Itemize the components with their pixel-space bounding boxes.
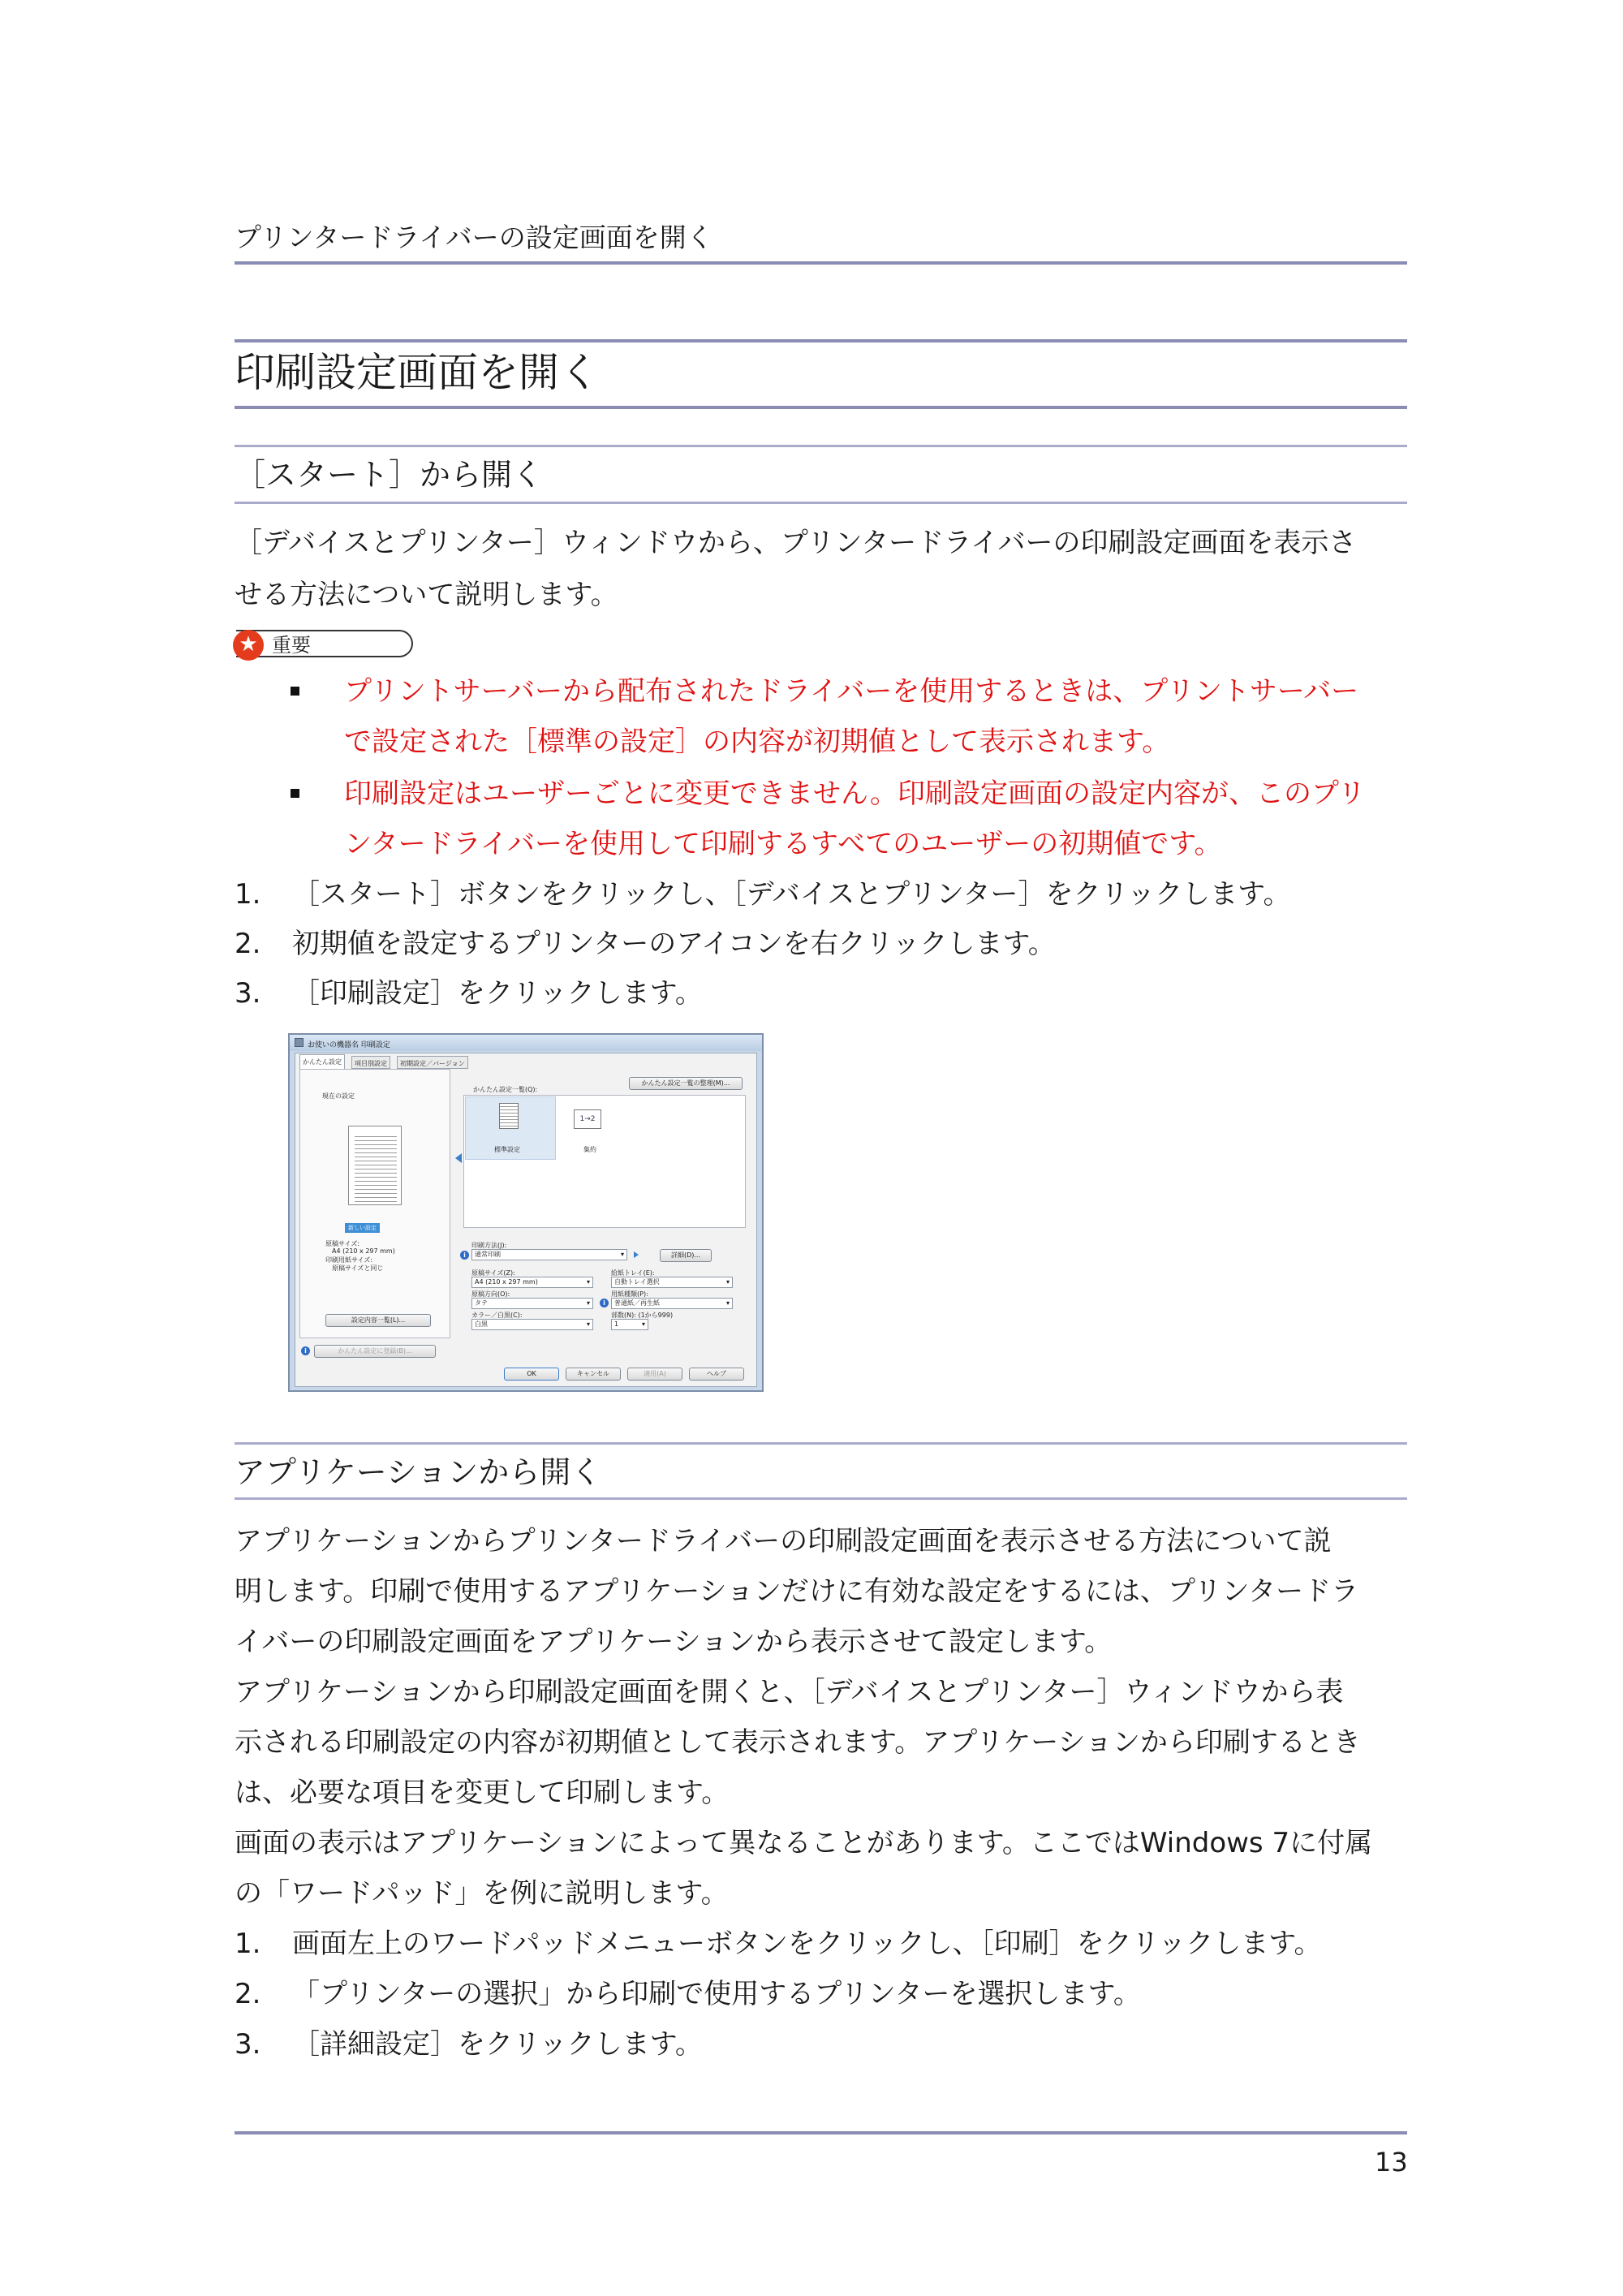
tray-label: 給紙トレイ(E): [611,1269,655,1277]
preset-nup-icon: 1→2 [574,1109,601,1129]
header-rule [235,261,1407,265]
paper-type-select[interactable]: 普通紙／再生紙 ▾ [611,1298,733,1309]
help-button[interactable]: ヘルプ [689,1368,744,1381]
paper-size-select[interactable]: A4 (210 x 297 mm) ▾ [471,1277,593,1288]
preset-list-label: かんたん設定一覧(Q): [473,1086,538,1093]
sub2-paragraph-line: イバーの印刷設定画面をアプリケーションから表示させて設定します。 [235,1626,1113,1658]
important-bullet-line: プリントサーバーから配布されたドライバーを使用するときは、プリントサーバー [344,675,1359,708]
page-preview [348,1126,402,1205]
sub2-paragraph-line: 明します。印刷で使用するアプリケーションだけに有効な設定をするには、プリンタードラ [235,1575,1359,1608]
printer-icon [295,1038,304,1047]
step-text: ［印刷設定］をクリックします。 [292,977,703,1010]
bullet-icon [291,789,299,798]
sub1-intro-line: せる方法について説明します。 [235,579,618,611]
sub2-paragraph-line: 示される印刷設定の内容が初期値として表示されます。アプリケーションから印刷するとき [235,1726,1361,1759]
step-text: 「プリンターの選択」から印刷で使用するプリンターを選択します。 [292,1978,1141,2010]
copies-input[interactable]: 1 ▾ [611,1319,648,1330]
tray-select[interactable]: 自動トレイ選択 ▾ [611,1277,733,1288]
paper-size-label: 原稿サイズ(Z): [471,1269,515,1277]
cancel-button[interactable]: キャンセル [566,1368,621,1381]
current-settings-label: 現在の設定 [322,1092,355,1100]
page-number: 13 [1375,2147,1408,2178]
copies-label: 部数(N): (1から999) [611,1312,674,1319]
bullet-icon [291,687,299,696]
print-settings-dialog-screenshot [288,1033,764,1392]
dialog-titlebar [290,1035,762,1051]
step-number: 2. [235,1978,261,2010]
step-number: 1. [235,1928,261,1960]
important-bullet-line: で設定された［標準の設定］の内容が初期値として表示されます。 [344,726,1170,758]
register-preset-button: かんたん設定に登録(B)... [314,1345,436,1358]
star-icon: ★ [233,630,264,661]
summary-line: 印刷用紙サイズ: [325,1256,373,1264]
running-header: プリンタードライバーの設定画面を開く [235,222,713,253]
step-number: 1. [235,878,261,911]
ok-button[interactable]: OK [504,1368,559,1381]
paper-type-label: 用紙種類(P): [611,1290,648,1298]
collapse-arrow-icon[interactable] [455,1153,462,1163]
tab-detailed-settings[interactable]: 項目別設定 [351,1056,390,1069]
sub2-heading: アプリケーションから開く [235,1454,602,1490]
orientation-label: 原稿方向(O): [471,1290,510,1298]
sub1-rule-bottom [235,502,1407,504]
preset-standard-label: 標準設定 [494,1146,520,1153]
step-text: ［スタート］ボタンをクリックし、［デバイスとプリンター］をクリックします。 [292,878,1291,911]
sub2-paragraph-line: 画面の表示はアプリケーションによって異なることがあります。ここではWindows 7に付属 [235,1827,1373,1859]
step-number: 3. [235,977,261,1010]
sub2-rule-bottom [235,1497,1407,1500]
section-title-rule-bottom [235,406,1407,409]
step-number: 2. [235,928,261,960]
section-title: 印刷設定画面を開く [235,349,600,396]
info-icon: i [600,1299,609,1307]
step-number: 3. [235,2028,261,2061]
preview-badge: 新しい設定 [345,1223,380,1233]
tab-easy-settings[interactable]: かんたん設定 [299,1054,345,1069]
preset-list-edit-button[interactable]: かんたん設定一覧の整理(M)... [629,1077,743,1090]
sub1-rule-top [235,445,1407,447]
preset-nup-label: 集約 [583,1146,596,1153]
preset-standard-icon [499,1103,519,1129]
detail-button[interactable]: 詳細(D)... [660,1249,712,1262]
sub1-heading: ［スタート］から開く [235,457,544,493]
apply-button: 適用(A) [627,1368,682,1381]
info-icon: i [301,1346,310,1355]
sub2-paragraph-line: の「ワードパッド」を例に説明します。 [235,1877,729,1910]
summary-line: 原稿サイズと同じ [332,1264,384,1272]
color-select[interactable]: 白黒 ▾ [471,1319,593,1330]
step-text: 画面左上のワードパッドメニューボタンをクリックし、［印刷］をクリックします。 [292,1928,1322,1960]
print-method-select[interactable]: 通常印刷 ▾ [471,1249,627,1260]
color-label: カラー／白黒(C): [471,1312,523,1319]
important-bullet-line: 印刷設定はユーザーごとに変更できません。印刷設定画面の設定内容が、このプリ [344,778,1366,810]
sub2-paragraph-line: は、必要な項目を変更して印刷します。 [235,1777,730,1809]
important-label [236,630,413,657]
step-text: 初期値を設定するプリンターのアイコンを右クリックします。 [292,928,1056,960]
section-title-rule-top [235,339,1407,342]
step-text: ［詳細設定］をクリックします。 [292,2028,703,2061]
summary-line: 原稿サイズ: [325,1240,360,1247]
dialog-title: お使いの機器名 印刷設定 [308,1041,390,1049]
info-icon: i [460,1251,469,1260]
sub2-paragraph-line: アプリケーションから印刷設定画面を開くと、［デバイスとプリンター］ウィンドウから表 [235,1676,1344,1708]
important-bullet-line: ンタードライバーを使用して印刷するすべてのユーザーの初期値です。 [344,828,1222,860]
tab-initial-settings-version[interactable]: 初期設定／バージョン [397,1056,468,1069]
summary-line: A4 (210 x 297 mm) [332,1247,395,1255]
orientation-select[interactable]: タテ ▾ [471,1298,593,1309]
sub1-intro-line: ［デバイスとプリンター］ウィンドウから、プリンタードライバーの印刷設定画面を表示さ [235,527,1357,559]
sub2-rule-top [235,1442,1407,1445]
sub2-paragraph-line: アプリケーションからプリンタードライバーの印刷設定画面を表示させる方法について説 [235,1525,1332,1557]
settings-list-button[interactable]: 設定内容一覧(L)... [325,1314,431,1327]
print-method-label: 印刷方法(J): [471,1242,507,1249]
important-label-text: 重要 [272,634,311,657]
footer-rule [235,2131,1407,2134]
play-arrow-icon [634,1251,639,1258]
